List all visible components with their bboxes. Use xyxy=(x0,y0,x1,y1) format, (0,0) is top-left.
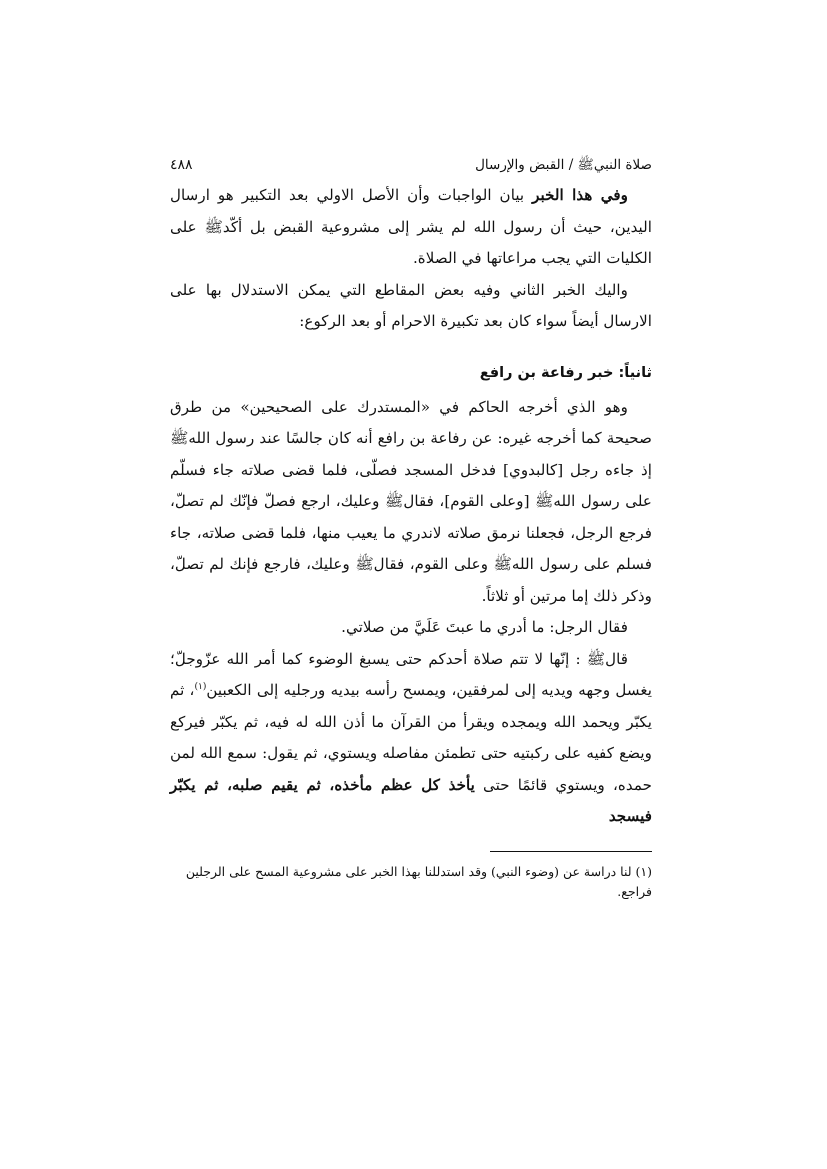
book-page xyxy=(170,150,652,902)
footnote-divider xyxy=(490,851,652,852)
paragraph-1-text: بيان الواجبات وأن الأصل الاولي بعد التكبير هو ارسال اليدين، حيث أن رسول الله لم يشر إلى مشروعية القبض بل أكّدﷺ على الكليات التي يجب مراعاتها في الصلاة. xyxy=(170,186,652,267)
paragraph-3: وهو الذي أخرجه الحاكم في «المستدرك على الصحيحين» من طرق صحيحة كما أخرجه غيره: عن رفاعة بن رافع أنه كان جالسًا عند رسول اللهﷺ إذ جاءه رجل [كالبدوي] فدخل المسجد فصلّى، فلما قضى صلاته جاء فسلّم على رسول اللهﷺ [وعلى القوم]، فقالﷺ وعليك، ارجع فصلّ فإنّك لم تصلّ، فرجع الرجل، فجعلنا نرمق صلاته لاندري ما يعيب منها، فلما قضى صلاته، جاء فسلم على رسول اللهﷺ وعلى القوم، فقالﷺ وعليك، فارجع فإنك لم تصلّ، وذكر ذلك إما مرتين أو ثلاثاً. xyxy=(170,397,652,605)
paragraph-1-lead: وفي هذا الخبر xyxy=(532,186,628,204)
footnote-reference: (١) xyxy=(194,681,207,692)
page-number: ٤٨٨ xyxy=(170,157,193,173)
section-heading: ثانياً: خبر رفاعة بن رافع xyxy=(479,364,652,381)
paragraph-1 xyxy=(170,180,652,275)
paragraph-5-bold: يأخذ كل عظم مأخذه، ثم يقيم صلبه، ثم يكبّر فيسجد xyxy=(170,775,652,825)
running-header xyxy=(170,150,652,180)
running-title: صلاة النبيﷺ / القبض والإرسال xyxy=(475,157,652,173)
paragraph-5-text-a: قالﷺ : إنّها لا تتم صلاة أحدكم حتى يسبغ الوضوء كما أمر الله عزّوجلّ؛ يغسل وجهه ويديه إلى لمرفقين، ويمسح رأسه بيديه ورجليه إلى الكعبين xyxy=(170,649,652,699)
footnote: (١) لنا دراسة عن (وضوء النبي) وقد استدللنا بهذا الخبر على مشروعية المسح على الرجلين فراجع. xyxy=(185,863,652,899)
paragraph-5 xyxy=(170,644,652,833)
paragraph-2: واليك الخبر الثاني وفيه بعض المقاطع التي يمكن الاستدلال بها على الارسال أيضاً سواء كان بعد تكبيرة الاحرام أو بعد الركوع: xyxy=(170,280,652,330)
paragraph-4: فقال الرجل: ما أدري ما عبتَ عَلَيَّ من صلاتي. xyxy=(341,618,628,636)
paragraph-5-text-b: ، ثم يكبّر ويحمد الله ويمجده ويقرأ من القرآن ما أذن الله له فيه، ثم يكبّر فيركع ويضع كفيه على ركبتيه حتى تطمئن مفاصله ويستوي، ثم يقول: سمع الله لمن حمده، ويستوي قائمًا حتى xyxy=(170,681,652,794)
